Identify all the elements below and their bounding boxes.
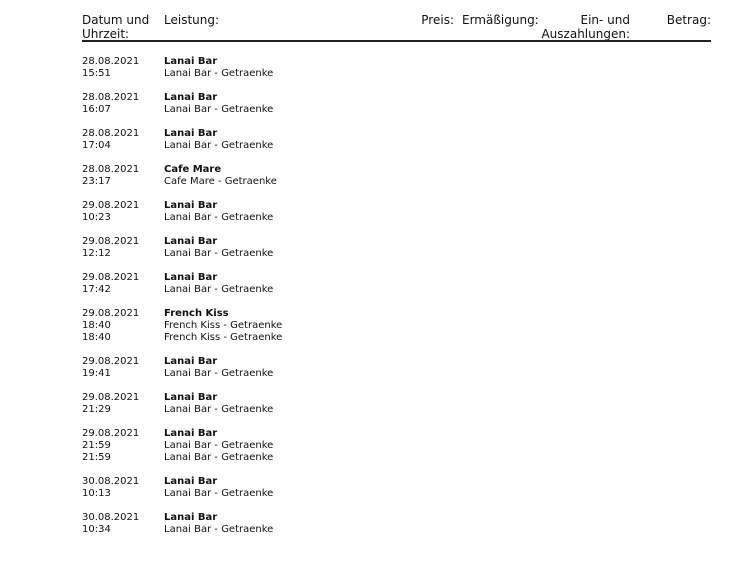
- entry-time: 18:40: [82, 320, 111, 331]
- entry-service: [164, 308, 711, 344]
- transaction-entry: [82, 392, 711, 416]
- entry-description: Lanai Bar - Getraenke: [164, 140, 274, 151]
- entry-venue: Lanai Bar: [164, 128, 218, 139]
- entry-date: 29.08.2021: [82, 200, 140, 211]
- column-header-amount: Betrag:: [666, 13, 711, 27]
- entry-service: [164, 356, 711, 380]
- entry-description: Lanai Bar - Getraenke: [164, 368, 274, 379]
- entry-time: 17:42: [82, 284, 111, 295]
- entry-time: 10:23: [82, 212, 111, 223]
- entry-description: Lanai Bar - Getraenke: [164, 440, 274, 451]
- entry-time: 10:13: [82, 488, 111, 499]
- entry-time: 21:59: [82, 440, 111, 451]
- entry-date-time: [82, 428, 164, 464]
- transaction-list: [82, 56, 711, 536]
- entry-description: Lanai Bar - Getraenke: [164, 524, 274, 535]
- column-header-discount: Ermäßigung:: [462, 13, 539, 27]
- transaction-entry: [82, 200, 711, 224]
- entry-description: Lanai Bar - Getraenke: [164, 488, 274, 499]
- entry-date-time: [82, 236, 164, 260]
- entry-venue: Lanai Bar: [164, 512, 218, 523]
- entry-date-time: [82, 512, 164, 536]
- entry-service: [164, 428, 711, 464]
- entry-date: 29.08.2021: [82, 272, 140, 283]
- entry-date: 29.08.2021: [82, 236, 140, 247]
- entry-service: [164, 164, 711, 188]
- transaction-entry: [82, 476, 711, 500]
- entry-date-time: [82, 200, 164, 224]
- entry-venue: Lanai Bar: [164, 272, 218, 283]
- entry-time: 21:59: [82, 452, 111, 463]
- transaction-entry: [82, 308, 711, 344]
- entry-venue: Lanai Bar: [164, 428, 218, 439]
- entry-date-time: [82, 56, 164, 80]
- entry-description: Lanai Bar - Getraenke: [164, 248, 274, 259]
- entry-date: 29.08.2021: [82, 428, 140, 439]
- entry-time: 12:12: [82, 248, 111, 259]
- entry-date-time: [82, 476, 164, 500]
- entry-venue: Lanai Bar: [164, 392, 218, 403]
- entry-date: 28.08.2021: [82, 164, 140, 175]
- column-header-price: Preis:: [421, 13, 454, 27]
- entry-time: 15:51: [82, 68, 111, 79]
- entry-venue: Lanai Bar: [164, 92, 218, 103]
- entry-date: 28.08.2021: [82, 56, 140, 67]
- entry-venue: French Kiss: [164, 308, 229, 319]
- transaction-entry: [82, 92, 711, 116]
- entry-description: French Kiss - Getraenke: [164, 332, 283, 343]
- column-header-date-time: Datum und Uhrzeit:: [82, 13, 150, 41]
- entry-service: [164, 200, 711, 224]
- entry-description: Lanai Bar - Getraenke: [164, 404, 274, 415]
- entry-service: [164, 512, 711, 536]
- entry-date: 29.08.2021: [82, 356, 140, 367]
- entry-service: [164, 236, 711, 260]
- transaction-entry: [82, 236, 711, 260]
- entry-date: 29.08.2021: [82, 392, 140, 403]
- entry-date: 28.08.2021: [82, 128, 140, 139]
- entry-description: Cafe Mare - Getraenke: [164, 176, 277, 187]
- entry-date-time: [82, 272, 164, 296]
- entry-time: 19:41: [82, 368, 111, 379]
- entry-service: [164, 272, 711, 296]
- transaction-entry: [82, 272, 711, 296]
- entry-service: [164, 56, 711, 80]
- entry-date: 28.08.2021: [82, 92, 140, 103]
- entry-time: 16:07: [82, 104, 111, 115]
- transaction-entry: [82, 356, 711, 380]
- entry-date: 29.08.2021: [82, 308, 140, 319]
- entry-description: Lanai Bar - Getraenke: [164, 212, 274, 223]
- entry-date-time: [82, 92, 164, 116]
- entry-description: Lanai Bar - Getraenke: [164, 284, 274, 295]
- transaction-entry: [82, 128, 711, 152]
- entry-venue: Cafe Mare: [164, 164, 222, 175]
- entry-venue: Lanai Bar: [164, 476, 218, 487]
- entry-date-time: [82, 308, 164, 344]
- column-header-service: Leistung:: [164, 13, 220, 27]
- column-header-payments: Ein- und Auszahlungen:: [541, 13, 630, 41]
- transaction-entry: [82, 428, 711, 464]
- entry-time: 10:34: [82, 524, 111, 535]
- entry-description: Lanai Bar - Getraenke: [164, 104, 274, 115]
- entry-time: 23:17: [82, 176, 111, 187]
- entry-service: [164, 128, 711, 152]
- entry-venue: Lanai Bar: [164, 200, 218, 211]
- entry-venue: Lanai Bar: [164, 56, 218, 67]
- entry-service: [164, 392, 711, 416]
- entry-date: 30.08.2021: [82, 512, 140, 523]
- transaction-entry: [82, 56, 711, 80]
- entry-venue: Lanai Bar: [164, 236, 218, 247]
- entry-date-time: [82, 356, 164, 380]
- transaction-entry: [82, 164, 711, 188]
- entry-time: 18:40: [82, 332, 111, 343]
- entry-description: Lanai Bar - Getraenke: [164, 452, 274, 463]
- entry-service: [164, 476, 711, 500]
- entry-date: 30.08.2021: [82, 476, 140, 487]
- entry-date-time: [82, 128, 164, 152]
- header-divider: [82, 40, 711, 42]
- entry-date-time: [82, 392, 164, 416]
- entry-venue: Lanai Bar: [164, 356, 218, 367]
- entry-description: Lanai Bar - Getraenke: [164, 68, 274, 79]
- transaction-entry: [82, 512, 711, 536]
- entry-time: 21:29: [82, 404, 111, 415]
- entry-service: [164, 92, 711, 116]
- entry-description: French Kiss - Getraenke: [164, 320, 283, 331]
- entry-date-time: [82, 164, 164, 188]
- entry-time: 17:04: [82, 140, 111, 151]
